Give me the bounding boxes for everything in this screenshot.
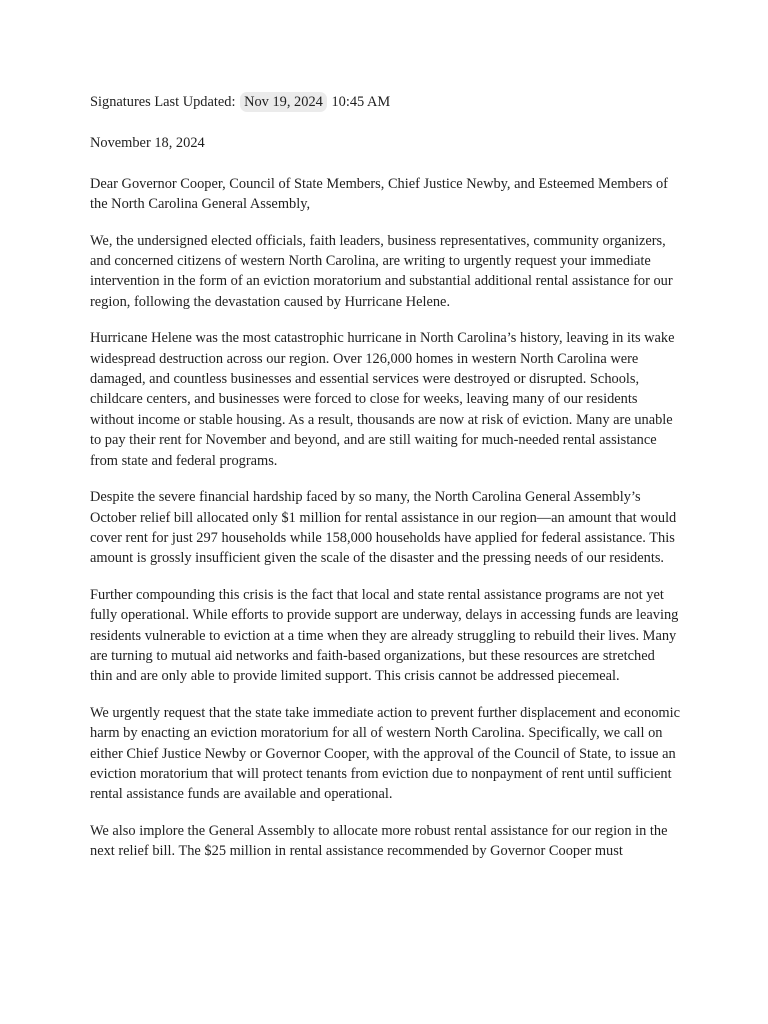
letter-document (90, 92, 680, 878)
signatures-date-chip[interactable]: Nov 19, 2024 (240, 92, 327, 112)
paragraph-hurricane-impact: Hurricane Helene was the most catastrophic hurricane in North Carolina’s history, leaving in its wake widespread destruction across our region. Over 126,000 homes in western North Carolina were damaged, and countless businesses and essential services were destroyed or disrupted. Schools, childcare centers, and businesses were forced to close for weeks, leaving many of our residents without income or stable housing. As a result, thousands are now at risk of eviction. Many are unable to pay their rent for November and beyond, and are still waiting for much-needed rental assistance from state and federal programs. (90, 330, 675, 469)
signatures-time: 10:45 AM (331, 94, 391, 110)
letter-date: November 18, 2024 (90, 135, 205, 152)
paragraph-moratorium-request: We urgently request that the state take immediate action to prevent further displacement and economic harm by enacting an eviction moratorium for all of western North Carolina. Specifically, we call on either Chief Justice Newby or Governor Cooper, with the approval of the Council of State, to issue an eviction moratorium that will protect tenants from eviction due to nonpayment of rent until sufficient rental assistance funds are available and operational. (90, 704, 680, 803)
paragraph-relief-bill: Despite the severe financial hardship faced by so many, the North Carolina General Assembly’s October relief bill allocated only $1 million for rental assistance in our region—an amount that would cover rent for just 297 households while 158,000 households have applied for federal assistance. This amount is grossly insufficient given the scale of the disaster and the pressing needs of our residents. (90, 489, 677, 567)
salutation: Dear Governor Cooper, Council of State Members, Chief Justice Newby, and Esteemed Members of the North Carolina General Assembly, (90, 175, 668, 213)
signatures-updated-line (90, 92, 680, 112)
signatures-updated-label: Signatures Last Updated: (90, 94, 236, 110)
paragraph-programs-delay: Further compounding this crisis is the fact that local and state rental assistance programs are not yet fully operational. While efforts to provide support are underway, delays in accessing funds are leaving residents vulnerable to eviction at a time when they are already struggling to rebuild their lives. Many are turning to mutual aid networks and faith-based organizations, but these resources are stretched thin and are only able to provide limited support. This crisis cannot be addressed piecemeal. (90, 586, 679, 685)
paragraph-intro: We, the undersigned elected officials, faith leaders, business representatives, community organizers, and concerned citizens of western North Carolina, are writing to urgently request your immediate intervention in the form of an eviction moratorium and substantial additional rental assistance for our region, following the devastation caused by Hurricane Helene. (90, 232, 673, 310)
paragraph-rental-assistance: We also implore the General Assembly to allocate more robust rental assistance for our region in the next relief bill. The $25 million in rental assistance recommended by Governor Cooper must (90, 822, 668, 860)
